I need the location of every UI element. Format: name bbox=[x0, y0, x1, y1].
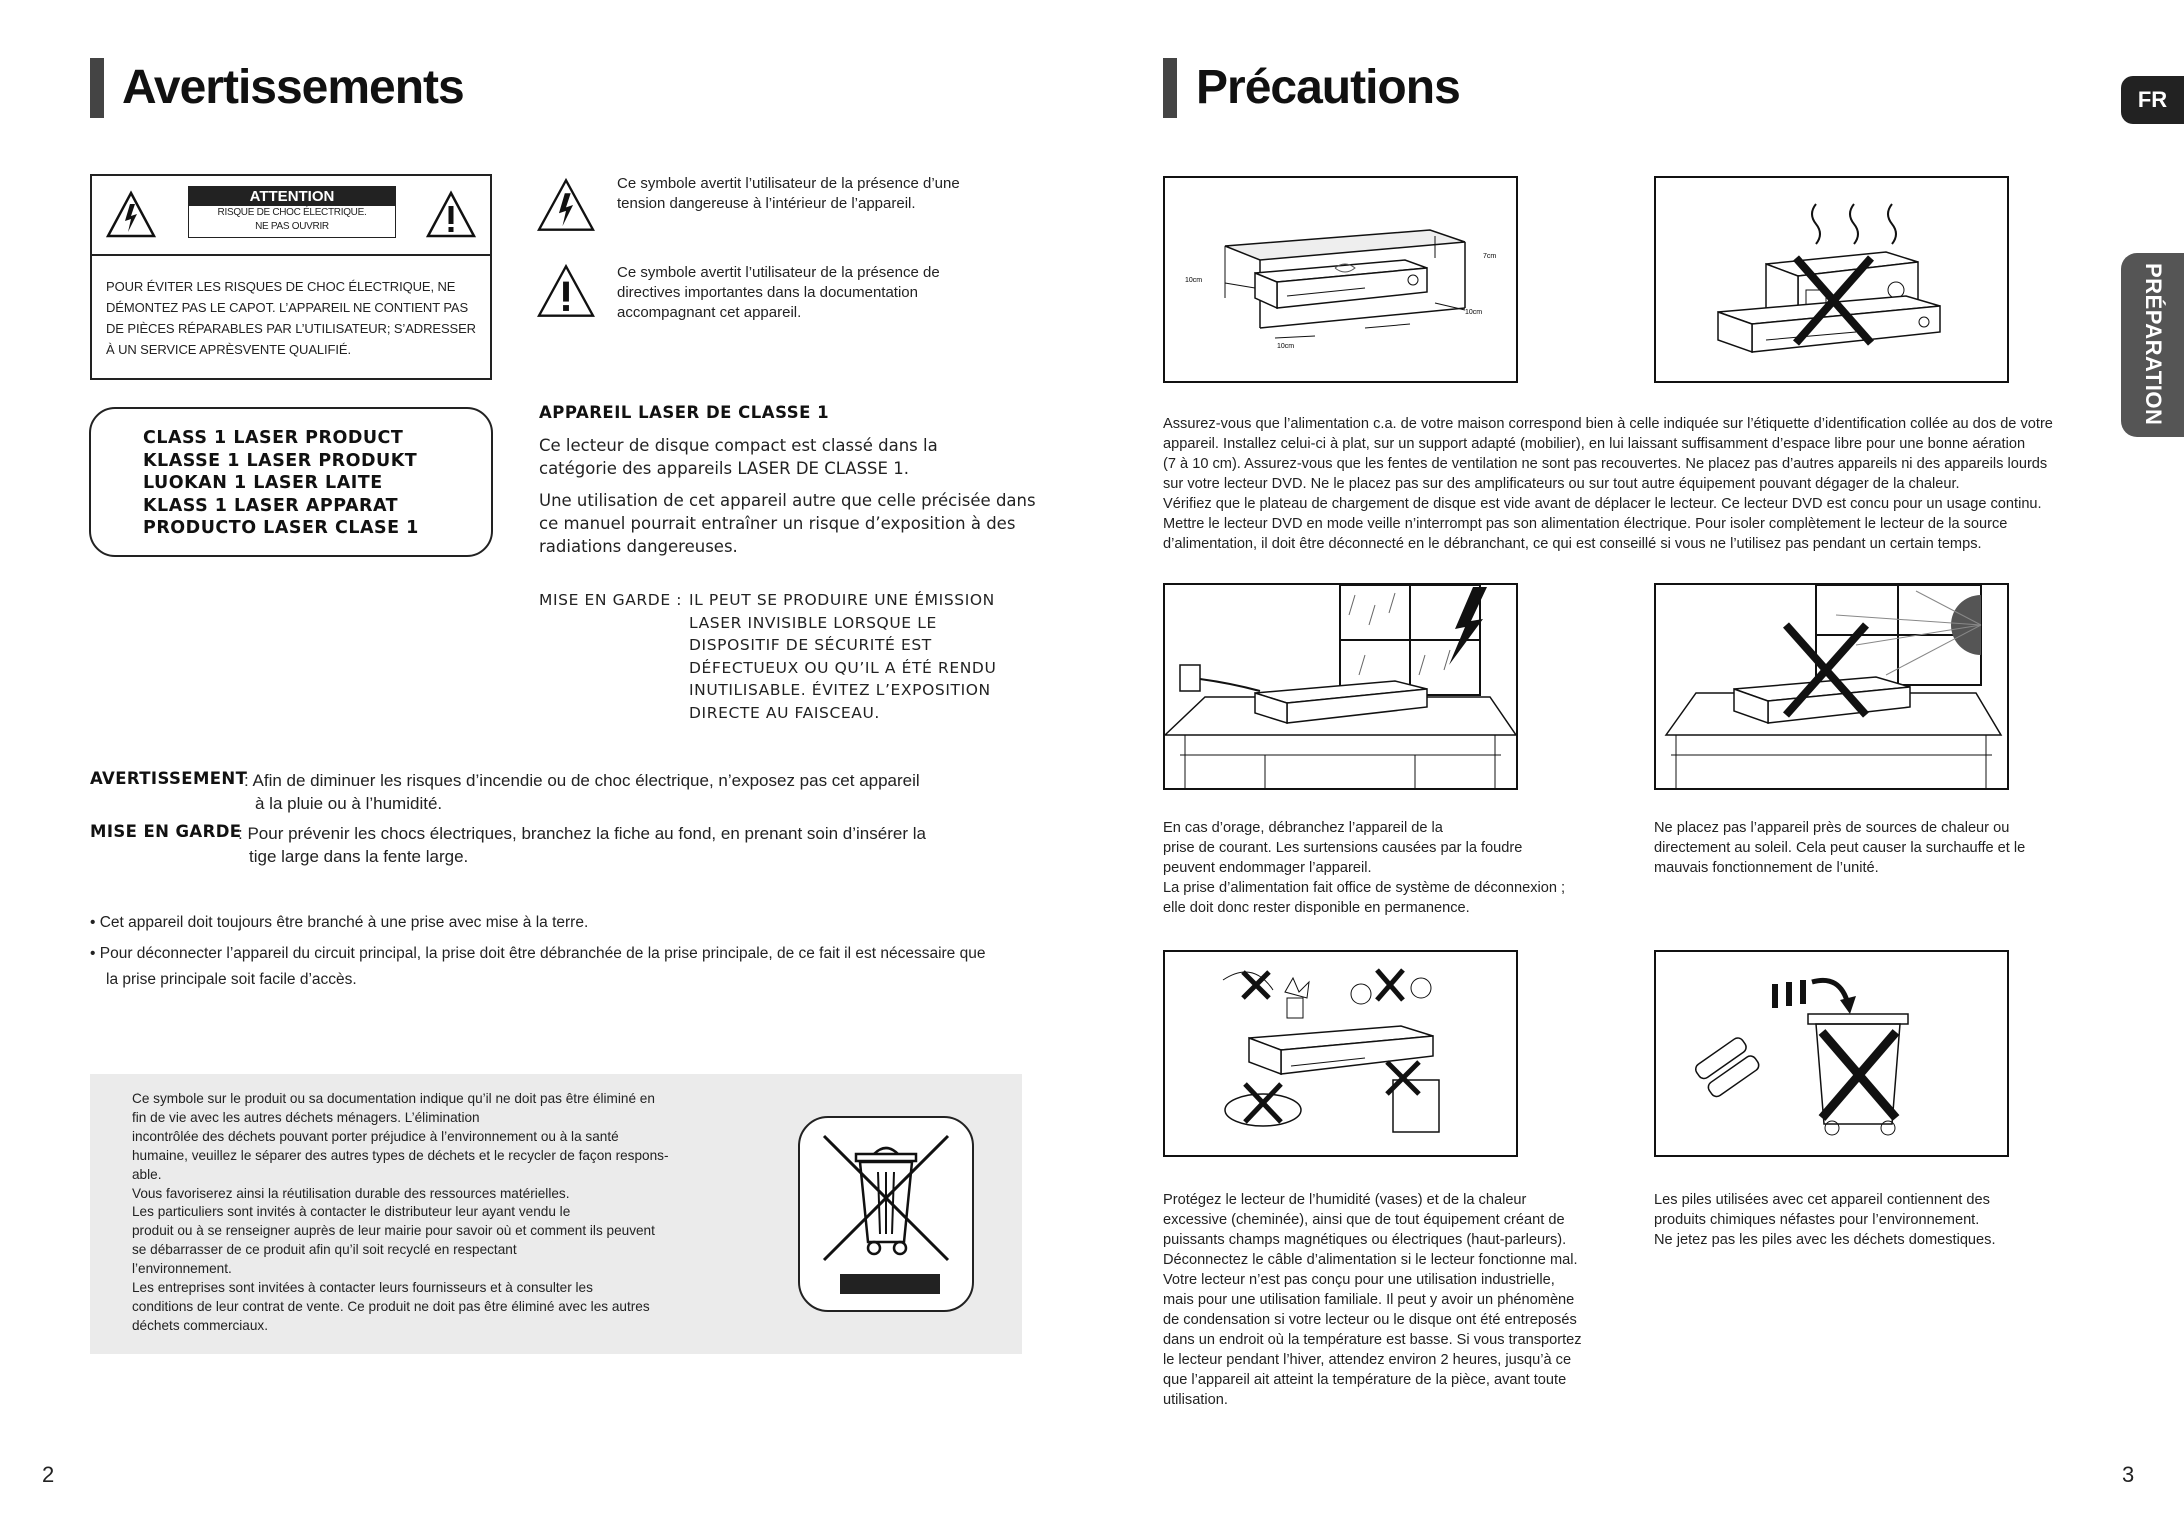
caption-heat bbox=[1654, 818, 2094, 878]
avertissement-line: : Afin de diminuer les risques d’incendie ou de choc électrique, n’exposez pas cet appareil bbox=[244, 771, 920, 790]
caption-line: Déconnectez le câble d’alimentation si le lecteur fonctionne mal. bbox=[1163, 1252, 1578, 1268]
figure-storm-unplug bbox=[1163, 583, 1518, 790]
caption-line: mauvais fonctionnement de l’unité. bbox=[1654, 860, 1879, 876]
weee-line: able. bbox=[132, 1166, 162, 1182]
mise-en-garde-line: DÉFECTUEUX OU QU’IL A ÉTÉ RENDU bbox=[689, 658, 997, 677]
caption-line: mais pour une utilisation familiale. Il peut y avoir un phénomène bbox=[1163, 1292, 1575, 1308]
main-text-line: Assurez-vous que l’alimentation c.a. de votre maison correspond bien à celle indiquée sur l’étiquette d’identification collée au dos de votre bbox=[1163, 416, 2053, 432]
warning-box-body bbox=[106, 276, 486, 360]
caption-line: En cas d’orage, débranchez l’appareil de la bbox=[1163, 820, 1443, 836]
weee-line: Vous favoriserez ainsi la réutilisation durable des ressources matérielles. bbox=[132, 1185, 570, 1201]
weee-line: Ce symbole sur le produit ou sa documentation indique qu’il ne doit pas être éliminé en bbox=[132, 1091, 655, 1106]
page-title-precautions: Précautions bbox=[1196, 61, 1460, 114]
mise-en-garde-line: IL PEUT SE PRODUIRE UNE ÉMISSION bbox=[689, 591, 995, 609]
caption-line: Protégez le lecteur de l’humidité (vases) et de la chaleur bbox=[1163, 1192, 1527, 1208]
humidity-illustration bbox=[1165, 952, 1516, 1155]
main-text-line: sur votre lecteur DVD. Ne le placez pas sur des amplificateurs ou sur tout autre équipement pouvant dégager de la chaleur. bbox=[1163, 476, 1960, 492]
caption-line: le lecteur pendant l’hiver, attendez environ 2 heures, jusqu’à ce bbox=[1163, 1352, 1572, 1368]
main-text-line: d’alimentation, il doit être déconnecté en le débranchant, ce qui est conseillé si vous ne l’utilisez pas pendant un certain temps. bbox=[1163, 536, 1982, 552]
batteries-illustration bbox=[1656, 952, 2007, 1155]
caption-line: produits chimiques néfastes pour l’environnement. bbox=[1654, 1212, 1980, 1228]
weee-line: humaine, veuillez le séparer des autres types de déchets et le recycler de façon respons- bbox=[132, 1147, 669, 1163]
page-number-left: 2 bbox=[42, 1462, 55, 1487]
weee-line: déchets commerciaux. bbox=[132, 1317, 268, 1333]
main-text-line: Mettre le lecteur DVD en mode veille n’interrompt pas son alimentation électrique. Pour isoler complètement le lecteur de la source bbox=[1163, 516, 2008, 532]
laser-p2-line: Une utilisation de cet appareil autre que celle précisée dans bbox=[539, 491, 1036, 510]
caption-storm bbox=[1163, 818, 1603, 918]
symbol2-line: accompagnant cet appareil. bbox=[617, 304, 802, 321]
attention-sub-line1: RISQUE DE CHOC ÉLECTRIQUE. bbox=[217, 207, 367, 218]
avertissement-text bbox=[244, 769, 1004, 815]
clearance-label-bottom: 10cm bbox=[1277, 343, 1295, 350]
caption-line: que l’appareil ait atteint la température de la pièce, avant toute bbox=[1163, 1372, 1567, 1388]
avertissement-line: à la pluie ou à l’humidité. bbox=[255, 794, 443, 813]
exclamation-warning-icon bbox=[426, 190, 476, 240]
caption-line: peuvent endommager l’appareil. bbox=[1163, 860, 1372, 876]
weee-crossed-bin-icon bbox=[798, 1116, 974, 1312]
main-text-line: appareil. Installez celui-ci à plat, sur un support adapté (mobilier), en lui laissant suffisamment d’espace libre pour une bonne aération bbox=[1163, 436, 2026, 452]
language-tab-fr[interactable]: FR bbox=[2121, 76, 2184, 124]
bullet-disconnect-line: la prise principale soit facile d’accès. bbox=[106, 971, 357, 988]
warning-body-line: DÉMONTEZ PAS LE CAPOT. L’APPAREIL NE CONTIENT PAS bbox=[106, 300, 469, 315]
laser-label-line: KLASSE 1 LASER PRODUKT bbox=[143, 450, 418, 471]
clearance-label-left: 10cm bbox=[1185, 277, 1203, 284]
figure-humidity-magnets bbox=[1163, 950, 1518, 1157]
section-tab-preparation[interactable] bbox=[2121, 253, 2184, 437]
caption-line: Ne jetez pas les piles avec les déchets domestiques. bbox=[1654, 1232, 1996, 1248]
electric-warning-box bbox=[90, 174, 492, 380]
sunlight-illustration bbox=[1656, 585, 2007, 788]
weee-line: produit ou à se renseigner auprès de leur mairie pour savoir où et comment ils peuvent bbox=[132, 1223, 655, 1239]
caption-humidity bbox=[1163, 1190, 1623, 1410]
main-text-line: Vérifiez que le plateau de chargement de disque est vide avant de déplacer le lecteur. Ce lecteur DVD est concu pour un usage continu. bbox=[1163, 496, 2042, 512]
caption-line: prise de courant. Les surtensions causées par la foudre bbox=[1163, 840, 1523, 856]
symbol1-line: tension dangereuse à l’intérieur de l’appareil. bbox=[617, 195, 916, 212]
mise-en-garde-text bbox=[238, 822, 1008, 868]
bullet-disconnect-line: Pour déconnecter l’appareil du circuit principal, la prise doit être débranchée de la prise principale, de ce fait il est nécessaire que bbox=[99, 945, 986, 962]
stacking-illustration bbox=[1656, 178, 2007, 381]
laser-p2-line: radiations dangereuses. bbox=[539, 537, 738, 556]
lightning-symbol-icon bbox=[536, 178, 596, 232]
mise-en-garde-line: INUTILISABLE. ÉVITEZ L’EXPOSITION bbox=[689, 681, 991, 699]
caption-line: utilisation. bbox=[1163, 1392, 1228, 1408]
bullet-disconnect bbox=[90, 941, 1030, 993]
weee-line: fin de vie avec les autres déchets ménagers. L’élimination bbox=[132, 1109, 480, 1125]
attention-sub-line2: NE PAS OUVRIR bbox=[255, 221, 329, 232]
warning-body-line: À UN SERVICE APRÈSVENTE QUALIFIÉ. bbox=[106, 342, 351, 357]
laser-class-label bbox=[89, 407, 493, 557]
page-title-avertissements: Avertissements bbox=[122, 61, 464, 114]
attention-heading: ATTENTION bbox=[189, 187, 395, 206]
laser-label-line: CLASS 1 LASER PRODUCT bbox=[143, 428, 404, 448]
avertissement-label: AVERTISSEMENT bbox=[90, 769, 248, 788]
caption-line: Les piles utilisées avec cet appareil contiennent des bbox=[1654, 1192, 1990, 1208]
caption-line: Ne placez pas l’appareil près de sources de chaleur ou bbox=[1654, 820, 2010, 836]
main-text-line: (7 à 10 cm). Assurez-vous que les fentes de ventilation ne sont pas recouvertes. Ne placez pas d’autres appareils ni des appareils lourds bbox=[1163, 456, 2048, 472]
caption-line: La prise d’alimentation fait office de système de déconnexion ; bbox=[1163, 880, 1566, 896]
weee-line: conditions de leur contrat de vente. Ce produit ne doit pas être éliminé avec les autres bbox=[132, 1298, 650, 1314]
laser-label-line: KLASS 1 LASER APPARAT bbox=[143, 495, 399, 516]
garde-line: tige large dans la fente large. bbox=[249, 847, 469, 866]
section-title-bar bbox=[90, 58, 104, 118]
clearance-label-top: 7cm bbox=[1483, 253, 1497, 260]
warning-body-line: DE PIÈCES RÉPARABLES PAR L’UTILISATEUR; S’ADRESSER bbox=[106, 321, 476, 336]
mise-en-garde-text-laser bbox=[689, 589, 1049, 724]
mise-en-garde-label: MISE EN GARDE bbox=[90, 822, 242, 841]
lightning-symbol-text bbox=[617, 174, 1017, 214]
laser-paragraph-1 bbox=[539, 434, 1039, 480]
exclamation-symbol-text bbox=[617, 263, 1017, 323]
caption-line: elle doit donc rester disponible en permanence. bbox=[1163, 900, 1470, 916]
caption-line: dans un endroit où la température est basse. Si vous transportez bbox=[1163, 1332, 1582, 1348]
precautions-main-text bbox=[1163, 414, 2103, 554]
laser-paragraph-2 bbox=[539, 489, 1049, 558]
figure-ventilation-clearance bbox=[1163, 176, 1518, 383]
garde-line: : Pour prévenir les chocs électriques, branchez la fiche au fond, en prenant soin d’insérer la bbox=[238, 824, 926, 843]
caption-line: excessive (cheminée), ainsi que de tout équipement créant de bbox=[1163, 1212, 1565, 1228]
section-title-bar bbox=[1163, 58, 1177, 118]
weee-notice-box bbox=[90, 1074, 1022, 1354]
symbol2-line: directives importantes dans la documentation bbox=[617, 284, 918, 301]
symbol1-line: Ce symbole avertit l’utilisateur de la présence d’une bbox=[617, 175, 960, 192]
laser-class-heading: APPAREIL LASER DE CLASSE 1 bbox=[539, 403, 830, 422]
caption-batteries bbox=[1654, 1190, 2094, 1250]
laser-p1-line: catégorie des appareils LASER DE CLASSE 1. bbox=[539, 459, 909, 478]
ventilation-illustration bbox=[1165, 178, 1516, 381]
caption-line: puissants champs magnétiques ou électriques (haut-parleurs). bbox=[1163, 1232, 1567, 1248]
laser-label-line: LUOKAN 1 LASER LAITE bbox=[143, 473, 383, 493]
bullet-ground bbox=[90, 912, 588, 933]
bullet-dot-icon: • bbox=[90, 914, 100, 931]
mise-en-garde-label-laser: MISE EN GARDE : bbox=[539, 591, 683, 609]
page-number-right: 3 bbox=[2122, 1462, 2135, 1487]
mise-en-garde-line: DIRECTE AU FAISCEAU. bbox=[689, 703, 880, 722]
weee-line: incontrôlée des déchets pouvant porter préjudice à l’environnement ou à la santé bbox=[132, 1128, 619, 1144]
storm-illustration bbox=[1165, 585, 1516, 788]
attention-label bbox=[188, 186, 396, 238]
weee-notice-text bbox=[132, 1090, 752, 1336]
figure-no-stacking-on-amplifier bbox=[1654, 176, 2009, 383]
laser-label-line: PRODUCTO LASER CLASE 1 bbox=[143, 518, 419, 538]
clearance-label-right: 10cm bbox=[1465, 309, 1483, 316]
mise-en-garde-line: LASER INVISIBLE LORSQUE LE bbox=[689, 613, 937, 632]
warning-body-line: POUR ÉVITER LES RISQUES DE CHOC ÉLECTRIQUE, NE bbox=[106, 279, 456, 294]
mise-en-garde-line: DISPOSITIF DE SÉCURITÉ EST bbox=[689, 636, 932, 654]
weee-line: Les particuliers sont invités à contacter le distributeur leur ayant vendu le bbox=[132, 1204, 571, 1220]
weee-line: Les entreprises sont invitées à contacter leurs fournisseurs et à consulter les bbox=[132, 1280, 593, 1296]
exclamation-symbol-icon bbox=[536, 264, 596, 318]
caption-line: directement au soleil. Cela peut causer la surchauffe et le bbox=[1654, 840, 2026, 856]
figure-no-sunlight bbox=[1654, 583, 2009, 790]
bullet-ground-text: Cet appareil doit toujours être branché à une prise avec mise à la terre. bbox=[99, 914, 589, 931]
laser-p1-line: Ce lecteur de disque compact est classé dans la bbox=[539, 436, 938, 455]
caption-line: de condensation si votre lecteur ou le disque ont été entreposés bbox=[1163, 1312, 1577, 1328]
symbol2-line: Ce symbole avertit l’utilisateur de la présence de bbox=[617, 264, 940, 281]
bullet-dot-icon: • bbox=[90, 945, 100, 962]
caption-line: Votre lecteur n’est pas conçu pour une utilisation industrielle, bbox=[1163, 1272, 1555, 1288]
figure-batteries-disposal bbox=[1654, 950, 2009, 1157]
weee-line: l’environnement. bbox=[132, 1261, 232, 1277]
lightning-warning-icon bbox=[106, 190, 156, 240]
laser-p2-line: ce manuel pourrait entraîner un risque d’exposition à des bbox=[539, 514, 1016, 533]
section-tab-label: PRÉPARATION bbox=[2141, 263, 2166, 426]
weee-line: se débarrasser de ce produit afin qu’il soit recyclé en respectant bbox=[132, 1242, 517, 1258]
